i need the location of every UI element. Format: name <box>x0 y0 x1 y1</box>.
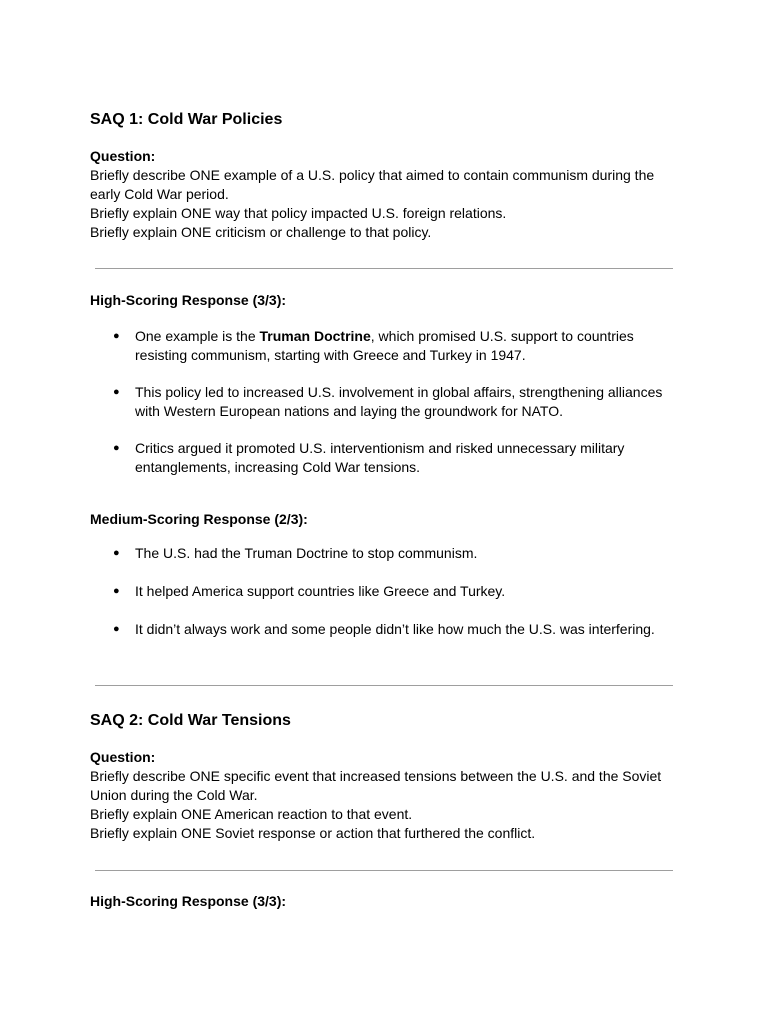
saq1-high-label: High-Scoring Response (3/3): <box>90 292 287 308</box>
saq1-question-line: Briefly explain ONE criticism or challenge to that policy. <box>90 224 432 240</box>
item-text: This policy led to increased U.S. involvement in global affairs, strengthening alliances with Western European nations and laying the groundwork for NATO. <box>135 384 663 419</box>
saq1-medium-response <box>90 510 680 639</box>
bullet-icon: ● <box>113 386 120 398</box>
item-text: It didn’t always work and some people didn’t like how much the U.S. was interfering. <box>135 621 655 637</box>
saq1-question-text <box>90 166 680 242</box>
saq1-question-line: Briefly describe ONE example of a U.S. policy that aimed to contain communism during the early Cold War period. <box>90 167 655 202</box>
saq1-title: SAQ 1: Cold War Policies <box>90 111 283 128</box>
item-text: Critics argued it promoted U.S. interventionism and risked unnecessary military entanglements, increasing Cold War tensions. <box>135 440 625 475</box>
saq2-question-label: Question: <box>90 749 156 765</box>
saq2-question-line: Briefly describe ONE specific event that increased tensions between the U.S. and the Soviet Union during the Cold War. <box>90 768 662 803</box>
saq2-question <box>90 748 680 843</box>
saq1-question-line: Briefly explain ONE way that policy impacted U.S. foreign relations. <box>90 205 507 221</box>
saq2-question-line: Briefly explain ONE Soviet response or action that furthered the conflict. <box>90 825 536 841</box>
saq1-high-list <box>90 327 680 477</box>
saq2-high-response <box>90 892 680 911</box>
section-divider <box>95 685 673 686</box>
item-text-bold: Truman Doctrine <box>259 328 371 344</box>
list-item <box>90 439 670 477</box>
item-text: It helped America support countries like Greece and Turkey. <box>135 583 506 599</box>
saq2-question-line: Briefly explain ONE American reaction to that event. <box>90 806 413 822</box>
saq1-high-response <box>90 291 680 477</box>
bullet-icon: ● <box>113 442 120 454</box>
saq2-title: SAQ 2: Cold War Tensions <box>90 712 291 729</box>
section-divider <box>95 870 673 871</box>
list-item <box>90 544 670 563</box>
saq1-question <box>90 147 680 242</box>
item-text: The U.S. had the Truman Doctrine to stop communism. <box>135 545 478 561</box>
list-item <box>90 327 670 365</box>
bullet-icon: ● <box>113 623 120 635</box>
item-text-pre: One example is the <box>135 328 260 344</box>
list-item <box>90 582 670 601</box>
bullet-icon: ● <box>113 330 120 342</box>
list-item <box>90 620 670 639</box>
bullet-icon: ● <box>113 585 120 597</box>
section-divider <box>95 268 673 269</box>
bullet-icon: ● <box>113 547 120 559</box>
saq1-medium-list <box>90 544 680 639</box>
saq2-high-label: High-Scoring Response (3/3): <box>90 893 287 909</box>
saq1-question-label: Question: <box>90 148 156 164</box>
list-item <box>90 383 670 421</box>
saq2-question-text <box>90 767 680 843</box>
item-text-post: , which promised U.S. support to countries resisting communism, starting with Greece and Turkey in 1947. <box>135 328 634 363</box>
saq1-medium-label: Medium-Scoring Response (2/3): <box>90 511 308 527</box>
